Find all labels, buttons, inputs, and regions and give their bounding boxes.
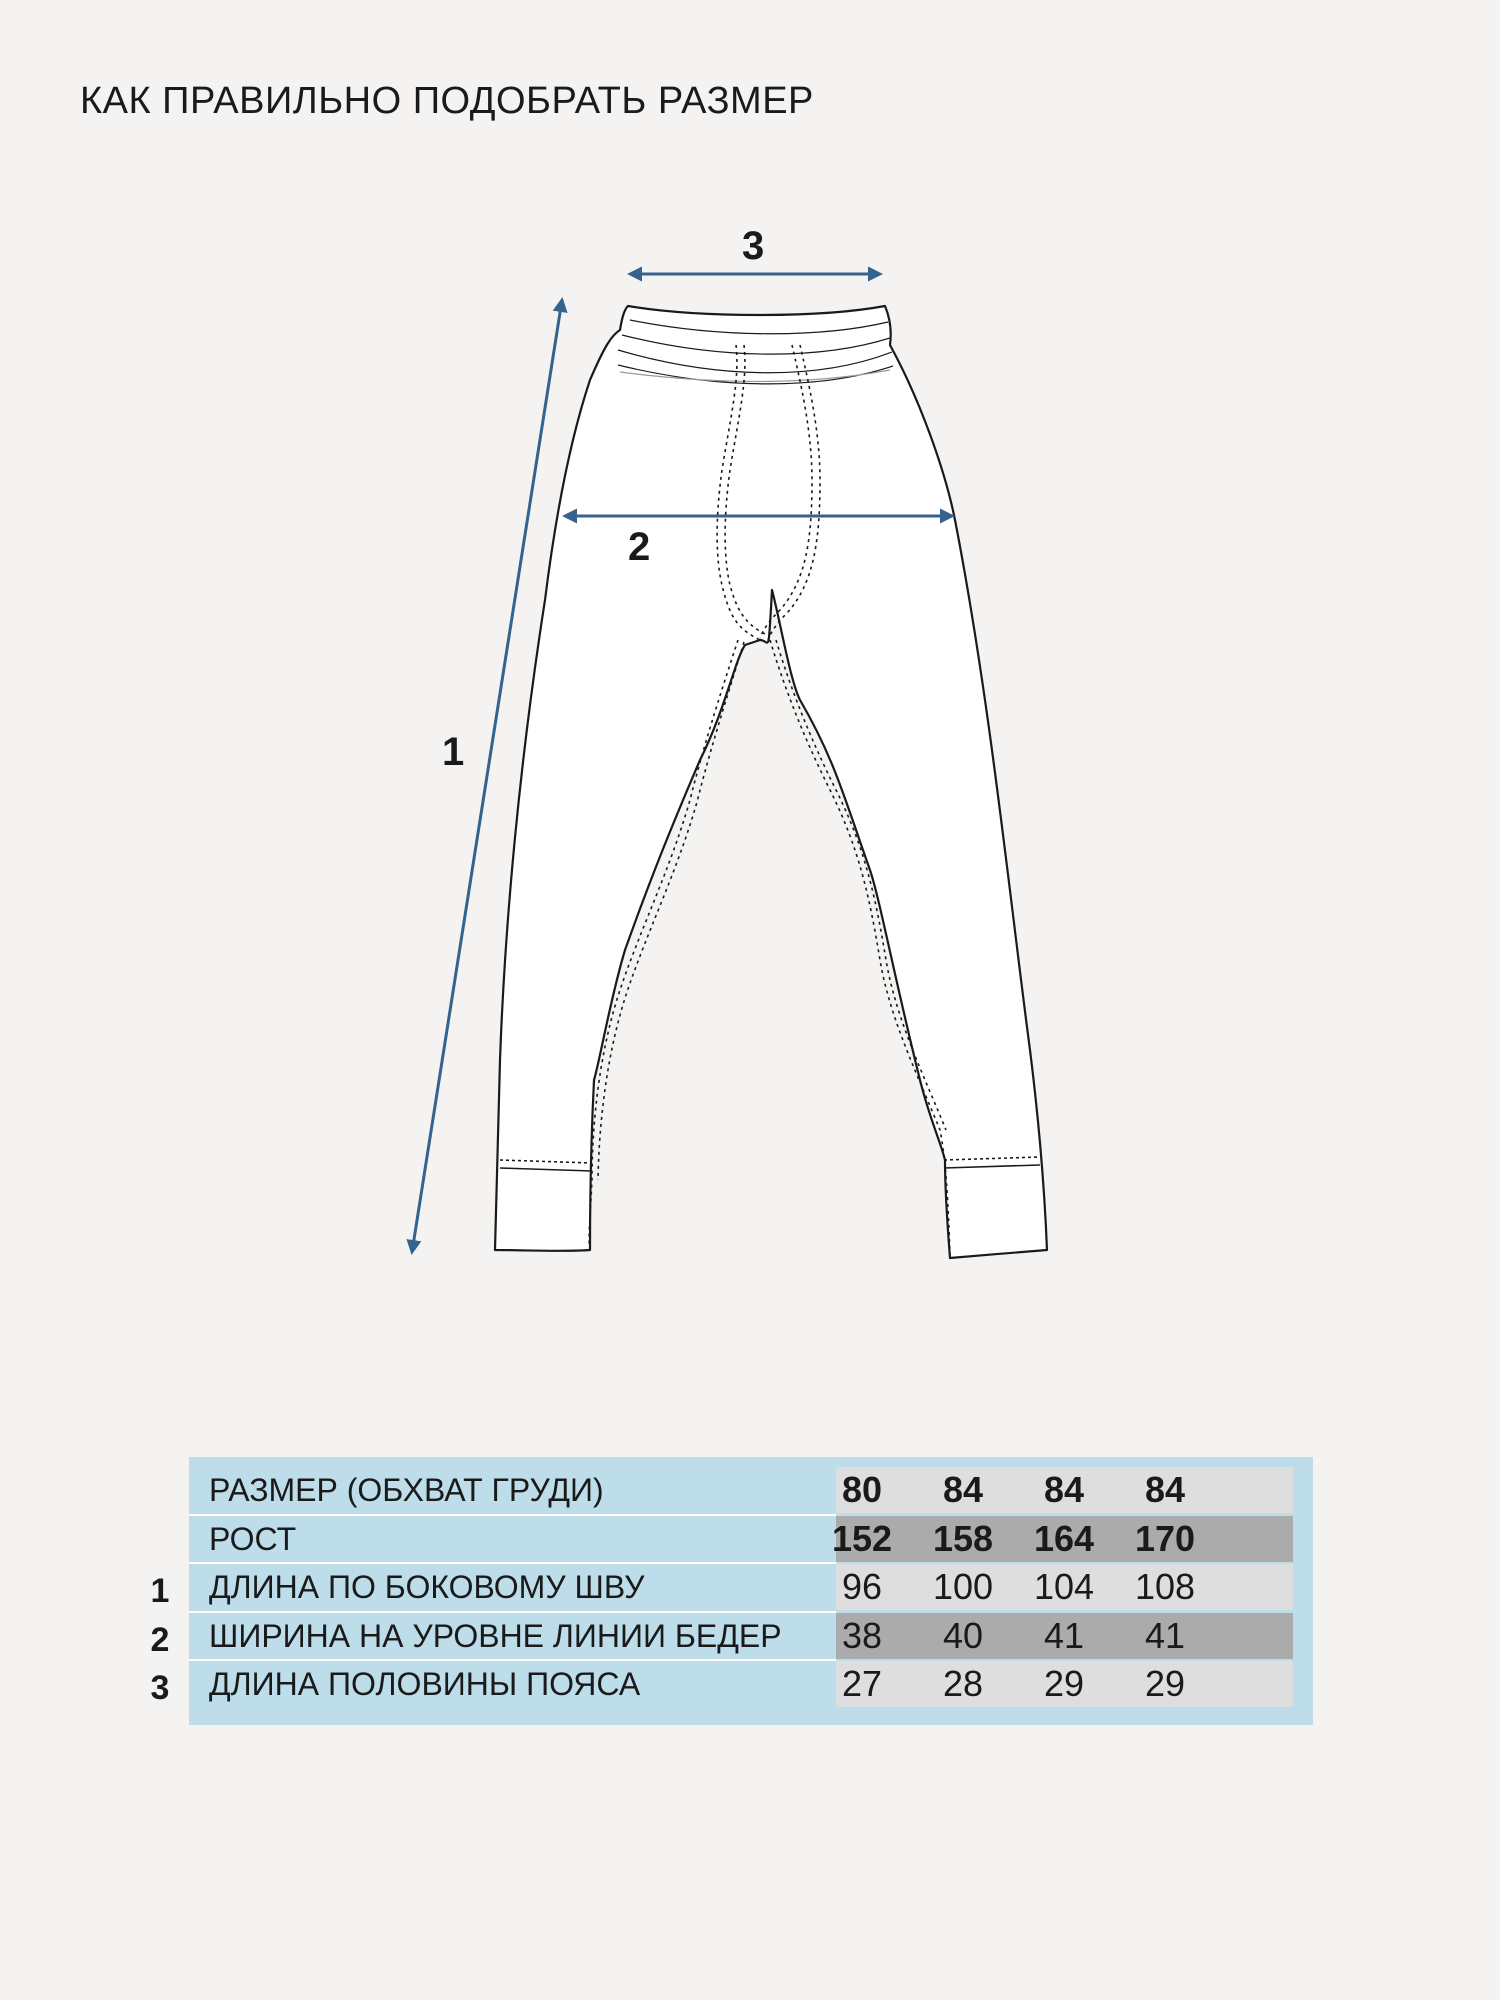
row-number (145, 1519, 175, 1567)
size-value: 84 (1144, 1469, 1186, 1510)
row-label: РОСТ (209, 1520, 297, 1557)
page-title: КАК ПРАВИЛЬНО ПОДОБРАТЬ РАЗМЕР (80, 80, 814, 122)
row-label: ДЛИНА ПО БОКОВОМУ ШВУ (209, 1569, 645, 1605)
row-label: РАЗМЕР (ОБХВАТ ГРУДИ) (209, 1472, 604, 1508)
size-value: 29 (1043, 1663, 1085, 1704)
row-label: ДЛИНА ПОЛОВИНЫ ПОЯСА (209, 1666, 641, 1702)
size-value: 29 (1144, 1663, 1186, 1704)
row-separator (189, 1611, 836, 1613)
row-label: ШИРИНА НА УРОВНЕ ЛИНИИ БЕДЕР (209, 1617, 782, 1654)
size-value: 41 (1043, 1614, 1085, 1656)
size-value: 40 (942, 1614, 984, 1656)
size-value: 28 (942, 1663, 984, 1704)
row-number: 2 (150, 1620, 170, 1659)
size-value: 84 (942, 1469, 984, 1510)
hip-width-label: 2 (628, 525, 651, 569)
size-value: 80 (841, 1469, 883, 1510)
row-separator (189, 1659, 836, 1661)
size-value: 158 (932, 1517, 994, 1559)
size-value: 84 (1043, 1469, 1085, 1510)
size-value: 27 (841, 1663, 883, 1704)
waist-half-label: 3 (742, 224, 765, 268)
size-value: 96 (841, 1566, 883, 1607)
length-label: 1 (442, 730, 465, 774)
row-number (145, 1470, 175, 1518)
row-number: 3 (150, 1669, 170, 1707)
size-value: 104 (1033, 1566, 1095, 1607)
pants-outline (495, 306, 1047, 1258)
size-value: 108 (1134, 1566, 1196, 1607)
size-value: 100 (932, 1566, 994, 1607)
size-value: 152 (831, 1517, 893, 1559)
row-number: 1 (150, 1572, 170, 1610)
size-value: 170 (1134, 1517, 1196, 1559)
row-separator (189, 1562, 836, 1564)
size-value: 41 (1144, 1614, 1186, 1656)
row-separator (189, 1514, 836, 1516)
size-value: 164 (1033, 1517, 1095, 1559)
size-value: 38 (841, 1614, 883, 1656)
